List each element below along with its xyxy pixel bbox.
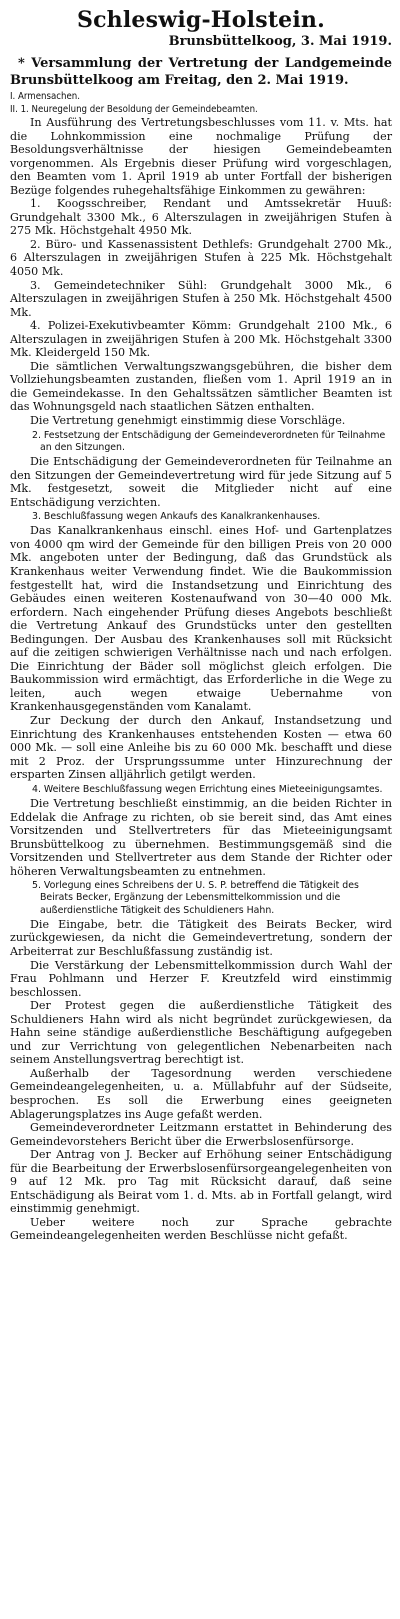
section2-title: 2. Festsetzung der Entschädigung der Gemeindeverordneten für Teilnahme an den Sitzungen.	[32, 429, 386, 453]
section1-intro: In Ausführung des Vertretungsbeschlusses vom 11. v. Mts. hat die Lohnkommission eine nochmalige Prüfung der Besoldungsverhältnisse der hiesigen Gemeindebeamten vorgenommen. Als Ergebnis dieser Prüfung wird vorgeschlagen, den Beamten vom 1. April 1919 ab unter Fortfall der bisherigen Bezüge folgendes ruhegehaltsfähige Einkommen zu gewähren:	[10, 116, 392, 197]
section3-title: 3. Beschlußfassung wegen Ankaufs des Kanalkrankenhauses.	[32, 511, 321, 523]
salary-item: 1. Koogsschreiber, Rendant und Amtssekretär Huuß: Grundgehalt 3300 Mk., 6 Alterszulagen in zweijährigen Stufen à 275 Mk. Höchstgehalt 4950 Mk.	[10, 197, 392, 238]
section5-body: Die Verstärkung der Lebensmittelkommission durch Wahl der Frau Pohlmann und Herzer F. Kreutzfeld wird einstimmig beschlossen.	[10, 958, 392, 999]
section5-body: Der Antrag von J. Becker auf Erhöhung seiner Entschädigung für die Bearbeitung der Erwerbslosenfürsorgeangelegenheiten von 9 auf 12 Mk. pro Tag mit Rücksicht darauf, daß seine Entschädigung als Beirat vom 1. d. Mts. ab in Fortfall gelangt, wird einstimmig genehmigt.	[10, 1148, 392, 1216]
section5-body: Die Eingabe, betr. die Tätigkeit des Beirats Becker, wird zurückgewiesen, da nicht die Gemeindevertretung, sondern der Arbeiterrat zur Beschlußfassung zuständig ist.	[10, 917, 392, 958]
section5-body: Gemeindeverordneter Leitzmann erstattet in Behinderung des Gemeindevorstehers Bericht über die Erwerbslosenfürsorge.	[10, 1121, 392, 1148]
section1-approved: Die Vertretung genehmigt einstimmig diese Vorschläge.	[30, 414, 346, 428]
section5-body: Der Protest gegen die außerdienstliche Tätigkeit des Schuldieners Hahn wird als nicht begründet zurückgewiesen, da Hahn seine ständige außerdienstliche Beschäftigung aufgegeben und zur Verrichtung von gelegentlichen Nebenarbeiten nach seinem Anstellungsvertrag berechtigt ist.	[10, 999, 392, 1067]
section3-body: Zur Deckung der durch den Ankauf, Instandsetzung und Einrichtung des Krankenhauses entstehenden Kosten — etwa 60 000 Mk. — soll eine Anleihe bis zu 60 000 Mk. beschafft und diese mit 2 Proz. der Ursprungssumme unter Hinzurechnung der ersparten Zinsen alljährlich getilgt werden.	[10, 714, 392, 782]
section4-body: Die Vertretung beschließt einstimmig, an die beiden Richter in Eddelak die Anfrage zu richten, ob sie bereit sind, das Amt eines Vorsitzenden und Stellvertreters für das Mieteeinigungsamt Brunsbüttelkoog zu übernehmen. Bestimmungsgemäß sind die Vorsitzenden und Stellvertreter aus dem Stande der Richter oder höheren Verwaltungsbeamten zu entnehmen.	[10, 796, 392, 878]
salary-item: 2. Büro- und Kassenassistent Dethlefs: Grundgehalt 2700 Mk., 6 Alterszulagen in zweijährigen Stufen à 225 Mk. Höchstgehalt 4050 Mk.	[10, 237, 392, 279]
section5-title: 5. Vorlegung eines Schreibens der U. S. P. betreffend die Tätigkeit des Beirats Becker, Ergänzung der Lebensmittelkommission und die außerdienstliche Tätigkeit des Schuldieners Hahn.	[32, 880, 359, 916]
section2-body: Die Entschädigung der Gemeindeverordneten für Teilnahme an den Sitzungen der Gemeindevertretung wird für jede Sitzung auf 5 Mk. festgesetzt, soweit die Mitglieder nicht auf eine Entschädigung verzichten.	[10, 454, 392, 509]
agenda-item-armensachen: I. Armensachen.	[10, 91, 81, 102]
section5-body: Ueber weitere noch zur Sprache gebrachte Gemeindeangelegenheiten werden Beschlüsse nicht gefaßt.	[10, 1215, 392, 1243]
salary-item: 3. Gemeindetechniker Sühl: Grundgehalt 3000 Mk., 6 Alterszulagen in zweijährigen Stufen à 250 Mk. Höchstgehalt 4500 Mk.	[10, 278, 392, 319]
section3-body: Das Kanalkrankenhaus einschl. eines Hof- und Gartenplatzes von 4000 qm wird der Gemeinde für den billigen Preis von 20 000 Mk. angeboten unter der Bedingung, daß das Grundstück als Krankenhaus weiter Verwendung findet. Wie die Baukommission festgestellt hat, wird die Instandsetzung und Einrichtung des Gebäudes einen weiteren Kostenaufwand von 30—40 000 Mk. erfordern. Nach eingehender Prüfung dieses Angebots beschließt die Vertretung Ankauf des Grundstücks unter den gestellten Bedingungen. Der Ausbau des Krankenhauses soll mit Rücksicht auf die zeitigen schwierigen Verhältnisse nach und nach erfolgen. Die Einrichtung der Bäder soll möglichst gleich erfolgen. Die Baukommission wird ermächtigt, das Erforderliche in die Wege zu leiten, auch wegen etwaige Uebernahme von Krankenhausgegenständen vom Kanalamt.	[10, 524, 392, 714]
salary-item: 4. Polizei-Exekutivbeamter Kömm: Grundgehalt 2100 Mk., 6 Alterszulagen in zweijährigen Stufen à 200 Mk. Höchstgehalt 3300 Mk. Kleidergeld 150 Mk.	[10, 319, 392, 360]
article-heading: * Versammlung der Vertretung der Landgemeinde Brunsbüttelkoog am Freitag, den 2. Mai 1919.	[10, 56, 392, 88]
section1-fees: Die sämtlichen Verwaltungszwangsgebühren, die bisher dem Vollziehungsbeamten zustanden, fließen vom 1. April 1919 an in die Gemeindekasse. In den Gehaltssätzen sämtlicher Beamten ist das Wohnungsgeld nach staatlichen Sätzen enthalten.	[10, 359, 392, 414]
section4-title: 4. Weitere Beschlußfassung wegen Errichtung eines Mieteeinigungsamtes.	[32, 783, 383, 795]
masthead: Schleswig-Holstein.	[76, 7, 325, 33]
agenda-item-besoldung: II. 1. Neuregelung der Besoldung der Gemeindebeamten.	[10, 103, 258, 115]
dateline: Brunsbüttelkoog, 3. Mai 1919.	[168, 34, 392, 49]
section5-body: Außerhalb der Tagesordnung werden verschiedene Gemeindeangelegenheiten, u. a. Müllabfuhr auf der Südseite, besprochen. Es soll die Erwerbung eines geeigneten Ablagerungsplatzes ins Auge gefaßt werden.	[10, 1066, 392, 1121]
